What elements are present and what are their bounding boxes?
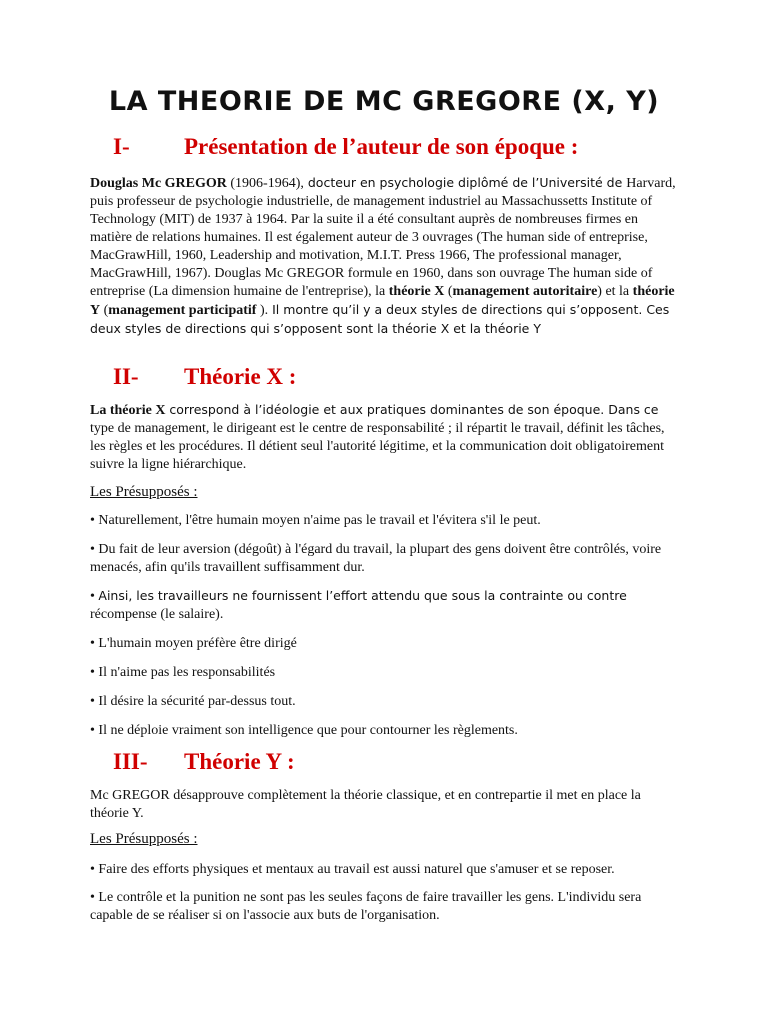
- section-3-subheading: Les Présupposés :: [90, 831, 198, 847]
- section-3-number: III-: [113, 749, 148, 774]
- text-span: Harvard, puis professeur de psychologie industrielle, de management industriel au Massachussetts Institute of Technology (MIT) de 1937 à 1964. Par la suite il a été consultant auprès de nombreuses firmes en matière de relations humaines. Il est également auteur de 3 ouvrages (The human side of entreprise, MacGrawHill, 1960, Leadership and motivation, M.I.T. Press 1966, The professional manager, MacGrawHill, 1967). Douglas Mc GREGOR formule en 1960, dans son ouvrage The human side of entreprise (La dimension humaine de l'entreprise), la: [90, 176, 676, 299]
- list-item: • Il désire la sécurité par-dessus tout.: [90, 693, 682, 711]
- list-item: • Il n'aime pas les responsabilités: [90, 664, 682, 682]
- section-3-paragraph: Mc GREGOR désapprouve complètement la théorie classique, et en contrepartie il met en place la théorie Y.: [90, 788, 641, 821]
- author-name: Douglas Mc GREGOR: [90, 176, 227, 191]
- list-item: • Le contrôle et la punition ne sont pas les seules façons de faire travailler les gens. L'individu sera capable de se réaliser si on l'associe aux buts de l'organisation.: [90, 889, 682, 925]
- section-1-title: Présentation de l’auteur de son époque :: [184, 134, 579, 159]
- list-item: [90, 587, 682, 624]
- section-1-heading: [113, 134, 578, 160]
- section-1-number: I-: [113, 134, 130, 159]
- list-item: • Faire des efforts physiques et mentaux au travail est aussi naturel que s'amuser et se reposer.: [90, 861, 682, 879]
- list-item: • Du fait de leur aversion (dégoût) à l'égard du travail, la plupart des gens doivent être contrôlés, voire menacés, afin qu'ils travaillent suffisamment dur.: [90, 541, 682, 577]
- text-span: docteur en psychologie diplômé de l’Université de: [303, 175, 627, 190]
- section-2-heading: [113, 364, 296, 390]
- bold-term: management participatif: [108, 303, 257, 318]
- text-span: correspond à l’idéologie et aux pratiques dominantes de son époque. Dans ce: [165, 402, 659, 417]
- text-span: Ainsi, les travailleurs ne fournissent l’effort attendu que sous la contrainte ou contre: [98, 588, 627, 603]
- section-2-paragraph: [90, 401, 682, 474]
- text-span: (: [444, 284, 453, 299]
- text-span: Il montre qu’il y a deux styles de directions qui s’opposent. Ces deux styles de directions qui s’opposent sont la théorie X et la théorie Y: [90, 302, 670, 336]
- text-span: type de management, le dirigeant est le centre de responsabilité ; il répartit le travail, définit les tâches, les règles et les procédures. Il détient seul l'autorité légitime, et la communication doit obligatoirement suivre la ligne hiérarchique.: [90, 421, 665, 472]
- section-3-title: Théorie Y :: [184, 749, 295, 774]
- bold-term: management autoritaire: [452, 284, 598, 299]
- section-3-heading: [113, 749, 295, 775]
- text-span: (1906-1964),: [226, 176, 304, 191]
- list-item: • L'humain moyen préfère être dirigé: [90, 635, 682, 653]
- list-item: • Il ne déploie vraiment son intelligence que pour contourner les règlements.: [90, 722, 682, 740]
- bold-term: théorie X: [388, 284, 445, 299]
- section-2-title: Théorie X :: [184, 364, 297, 389]
- document-title: LA THEORIE DE MC GREGORE (X, Y): [108, 86, 660, 117]
- section-2-number: II-: [113, 364, 139, 389]
- bold-term: théorie Y: [90, 284, 675, 318]
- section-2-subheading: Les Présupposés :: [90, 484, 198, 500]
- text-span: récompense (le salaire).: [90, 607, 224, 622]
- list-item: • Naturellement, l'être humain moyen n'aime pas le travail et l'évitera s'il le peut.: [90, 512, 682, 530]
- bold-term: La théorie X: [90, 403, 166, 418]
- text-span: ).: [256, 303, 269, 318]
- text-span: ) et la: [597, 284, 633, 299]
- section-1-paragraph: [90, 174, 682, 339]
- text-span: (: [100, 303, 109, 318]
